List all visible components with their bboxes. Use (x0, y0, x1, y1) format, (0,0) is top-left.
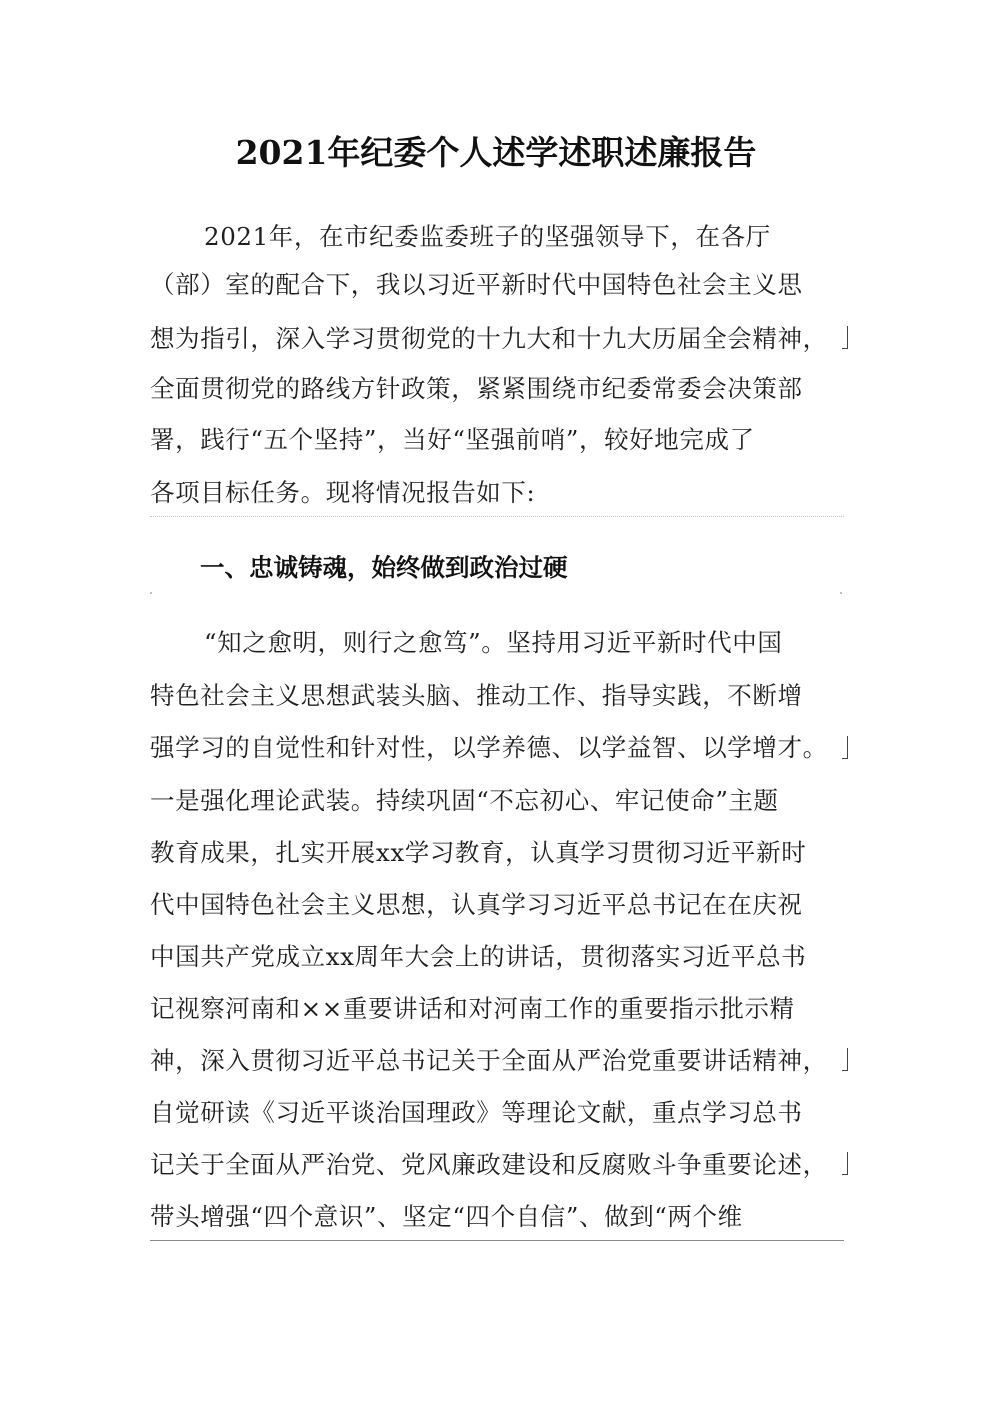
intro-line-6: 各项目标任务。现将情况报告如下: (150, 478, 536, 507)
body-line-8: 记视察河南和××重要讲话和对河南工作的重要指示批示精 (150, 994, 795, 1023)
section-heading: 一、忠诚铸魂，始终做到政治过硬 (200, 553, 568, 582)
document-title: 2021年纪委个人述学述职述廉报告 (235, 133, 757, 172)
intro-line-3: 想为指引，深入学习贯彻党的十九大和十九大历届全会精神， (150, 324, 828, 353)
body-line-2: 特色社会主义思想武装头脑、推动工作、指导实践，不断增 (150, 681, 803, 710)
margin-mark (150, 592, 152, 594)
body-line-10: 自觉研读《习近平谈治国理政》等理论文献，重点学习总书 (150, 1098, 803, 1127)
paragraph-divider (150, 516, 844, 517)
body-line-1: “知之愈明，则行之愈笃”。坚持用习近平新时代中国 (204, 628, 783, 657)
intro-line-2: （部）室的配合下，我以习近平新时代中国特色社会主义思 (150, 270, 803, 299)
intro-line-1: 2021年，在市纪委监委班子的坚强领导下，在各厅 (204, 222, 771, 251)
body-line-11: 记关于全面从严治党、党风廉政建设和反腐败斗争重要论述， (150, 1150, 828, 1179)
body-line-12: 带头增强“四个意识”、坚定“四个自信”、做到“两个维 (150, 1202, 743, 1231)
body-line-9: 神，深入贯彻习近平总书记关于全面从严治党重要讲话精神， (150, 1046, 828, 1075)
line-end-mark (842, 1152, 848, 1175)
body-line-5: 教育成果，扎实开展xx学习教育，认真学习贯彻习近平新时 (150, 838, 807, 867)
intro-line-4: 全面贯彻党的路线方针政策，紧紧围绕市纪委常委会决策部 (150, 374, 803, 403)
intro-line-5: 署，践行“五个坚持”，当好“坚强前哨”，较好地完成了 (150, 425, 755, 454)
body-line-6: 代中国特色社会主义思想，认真学习习近平总书记在在庆祝 (150, 890, 803, 919)
page-bottom-rule (150, 1240, 844, 1241)
line-end-mark (842, 736, 848, 759)
line-end-mark (842, 1048, 848, 1071)
body-line-7: 中国共产党成立xx周年大会上的讲话，贯彻落实习近平总书 (150, 942, 807, 971)
margin-mark (840, 592, 842, 594)
body-line-3: 强学习的自觉性和针对性，以学养德、以学益智、以学增才。 (150, 733, 828, 762)
line-end-mark (842, 326, 848, 349)
body-line-4: 一是强化理论武装。持续巩固“不忘初心、牢记使命”主题 (150, 786, 779, 815)
